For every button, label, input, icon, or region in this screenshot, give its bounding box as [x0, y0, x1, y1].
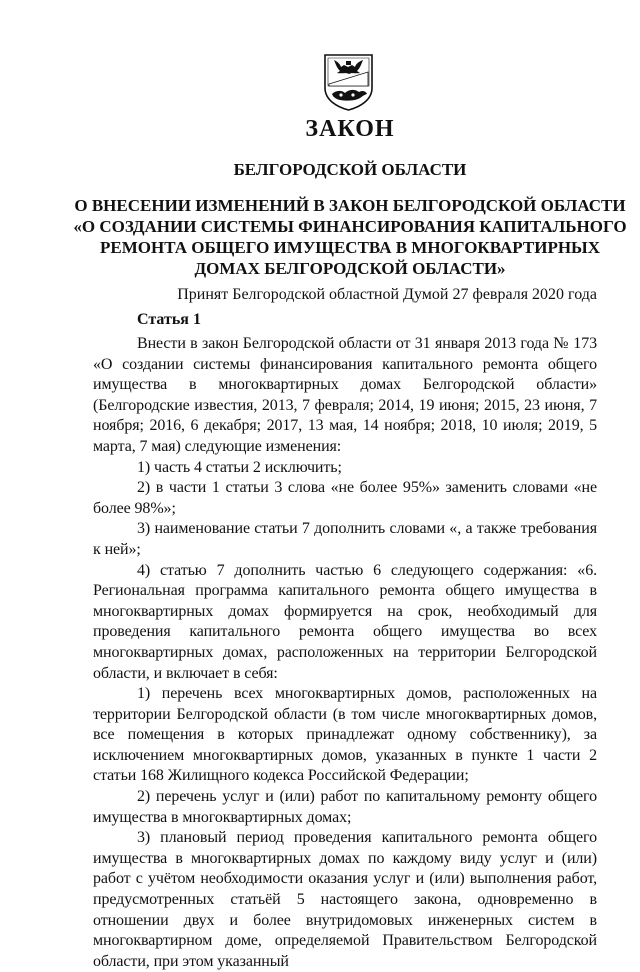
article-paragraph: 4) статью 7 дополнить частью 6 следующего содержания: «6. Региональная программа капитального ремонта общего имущества в многоквартирных домах формируется на срок, необходимый для проведения капитального ремонта общего имущества во всех многоквартирных домах, расположенных на территории Белгородской области, и включает в себя:	[93, 561, 597, 682]
article-body	[93, 310, 597, 972]
article-paragraph: Внести в закон Белгородской области от 31 января 2013 года № 173 «О создании системы финансирования капитального ремонта общего имущества в многоквартирных домах Белгородской области» (Белгородские известия, 2013, 7 февраля; 2014, 19 июня; 2015, 23 июня, 7 ноября; 2016, 6 декабря; 2017, 13 мая, 14 ноября; 2018, 10 июля; 2019, 5 марта, 7 мая) следующие изменения:	[93, 335, 597, 455]
page-title: ЗАКОН	[305, 116, 395, 142]
article-paragraph: 2) перечень услуг и (или) работ по капитальному ремонту общего имущества в многоквартирных домах;	[93, 788, 597, 826]
coat-of-arms-icon	[322, 52, 375, 112]
law-heading-line: «О СОЗДАНИИ СИСТЕМЫ ФИНАНСИРОВАНИЯ КАПИТАЛЬНОГО	[73, 217, 627, 236]
law-heading-line: РЕМОНТА ОБЩЕГО ИМУЩЕСТВА В МНОГОКВАРТИРНЫХ	[99, 238, 601, 257]
adoption-note: Принят Белгородской областной Думой 27 февраля 2020 года	[177, 286, 597, 303]
article-paragraph: 2) в части 1 статьи 3 слова «не более 95%» заменить словами «не более 98%»;	[93, 479, 597, 517]
region-subtitle: БЕЛГОРОДСКОЙ ОБЛАСТИ	[233, 160, 467, 179]
law-heading	[0, 195, 640, 279]
article-title: Статья 1	[137, 311, 201, 328]
article-paragraph: 1) перечень всех многоквартирных домов, расположенных на территории Белгородской области (в том числе многоквартирных домов, все помещения в которых принадлежат одному собственнику), за исключением многоквартирных домов, указанных в пункте 1 части 2 статьи 168 Жилищного кодекса Российской Федерации;	[93, 685, 597, 785]
article-paragraph: 3) плановый период проведения капитального ремонта общего имущества в многоквартирных домах по каждому виду услуг и (или) работ с учётом необходимости оказания услуг и (или) выполнения работ, предусмотренных статьёй 5 настоящего закона, одновременно в отношении двух и более внутридомовых инженерных систем в многоквартирном доме, определяемой Правительством Белгородской области, при этом указанный	[93, 829, 597, 970]
law-heading-line: ДОМАХ БЕЛГОРОДСКОЙ ОБЛАСТИ»	[194, 259, 506, 278]
article-paragraph: 3) наименование статьи 7 дополнить словами «, а также требования к ней»;	[93, 520, 597, 558]
law-heading-line: О ВНЕСЕНИИ ИЗМЕНЕНИЙ В ЗАКОН БЕЛГОРОДСКОЙ ОБЛАСТИ	[74, 196, 626, 215]
article-paragraph: 1) часть 4 статьи 2 исключить;	[137, 458, 342, 476]
